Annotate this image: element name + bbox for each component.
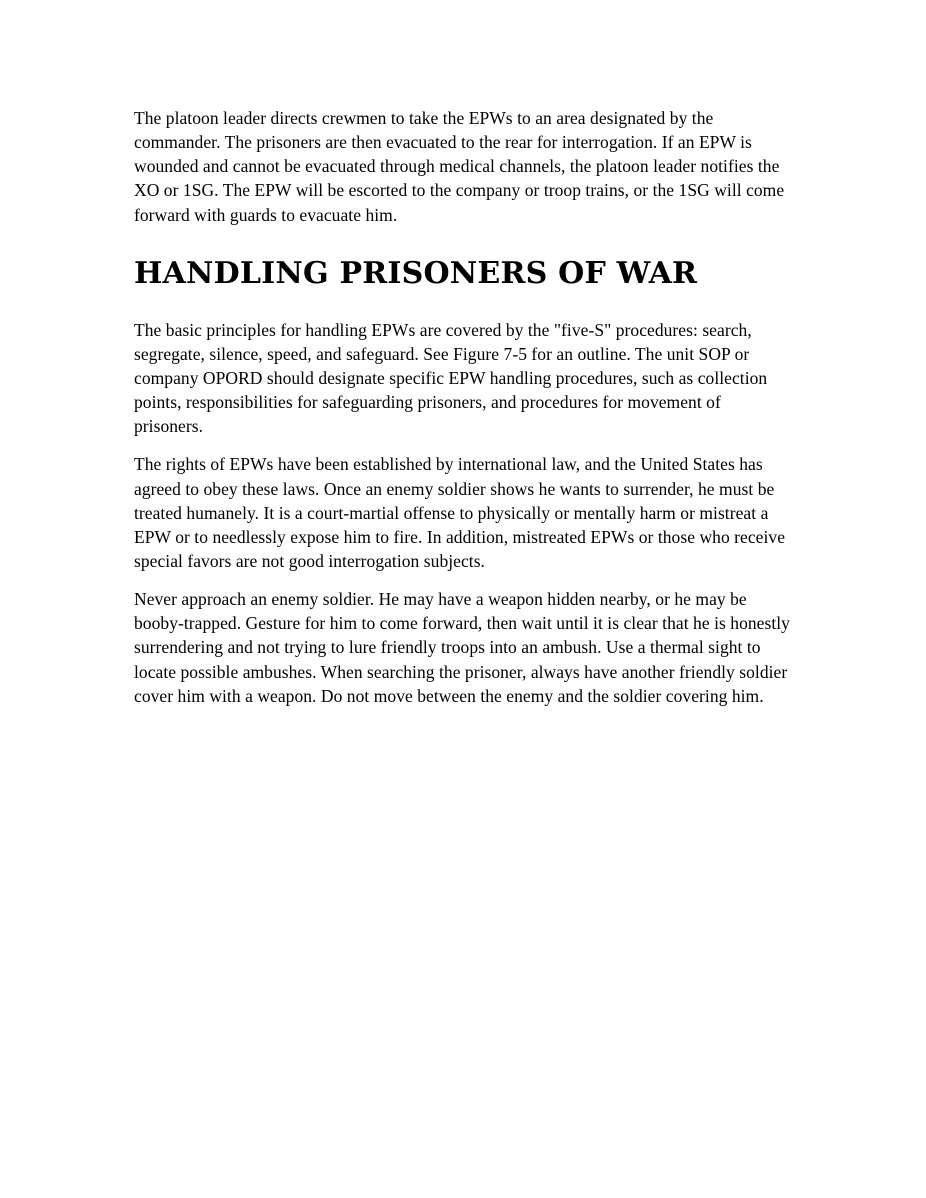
paragraph-five-s: The basic principles for handling EPWs are covered by the "five-S" procedures: search, segregate, silence, speed, and safeguard. See Figure 7-5 for an outline. The unit SOP or company OPORD should designate specific EPW handling procedures, such as collection points, responsibilities for safeguarding prisoners, and procedures for movement of prisoners. (134, 319, 768, 437)
section-heading: HANDLING PRISONERS OF WAR (134, 255, 698, 291)
paragraph-rights: The rights of EPWs have been established by international law, and the United States has agreed to obey these laws. Once an enemy soldier shows he wants to surrender, he must be treated humanely. It is a court-martial offense to physically or mentally harm or mistreat a EPW or to needlessly expose him to fire. In addition, mistreated EPWs or those who receive special favors are not good interrogation subjects. (134, 454, 786, 571)
document-content (134, 106, 792, 722)
paragraph-intro: The platoon leader directs crewmen to take the EPWs to an area designated by the commander. The prisoners are then evacuated to the rear for interrogation. If an EPW is wounded and cannot be evacuated through medical channels, the platoon leader notifies the XO or 1SG. The EPW will be escorted to the company or troop trains, or the 1SG will come forward with guards to evacuate him. (134, 108, 785, 225)
paragraph-approach: Never approach an enemy soldier. He may have a weapon hidden nearby, or he may be booby-trapped. Gesture for him to come forward, then wait until it is clear that he is honestly surrendering and not trying to lure friendly troops into an ambush. Use a thermal sight to locate possible ambushes. When searching the prisoner, always have another friendly soldier cover him with a weapon. Do not move between the enemy and the soldier covering him. (134, 589, 790, 706)
